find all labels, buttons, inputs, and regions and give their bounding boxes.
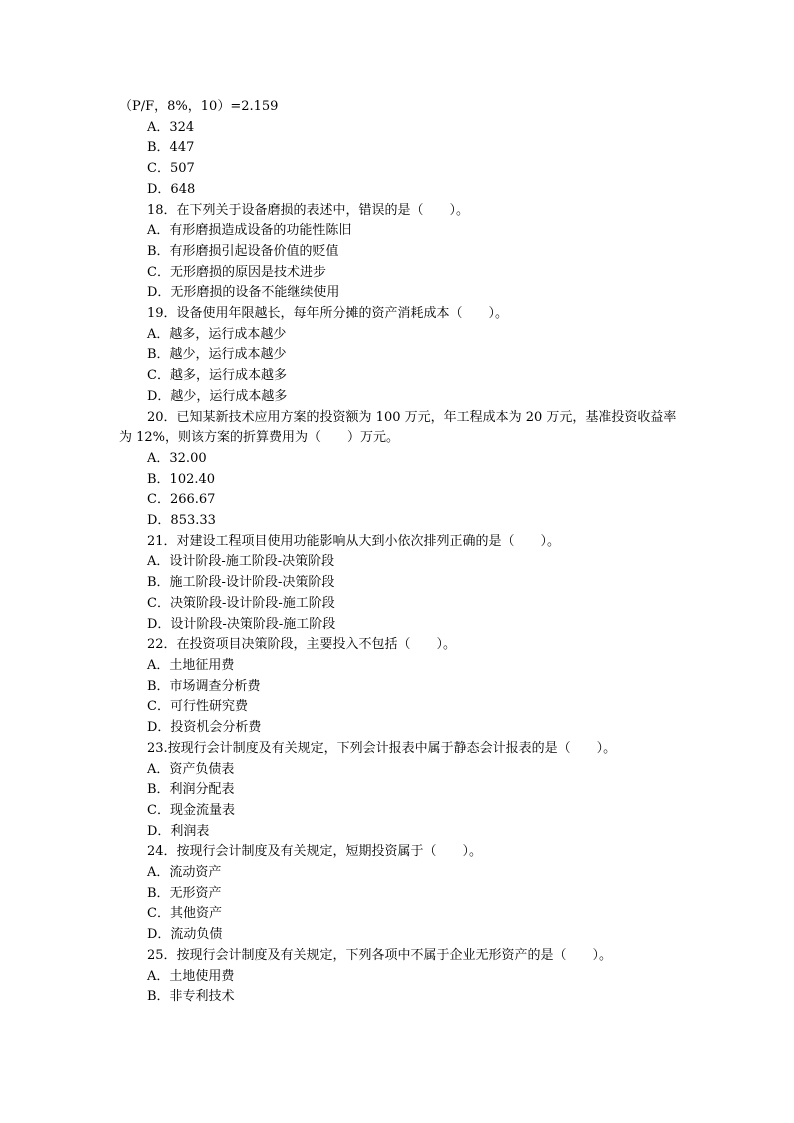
answer-option: C．决策阶段-设计阶段-施工阶段 [147, 595, 335, 611]
document-body [119, 97, 679, 1008]
answer-option: B．利润分配表 [147, 782, 235, 798]
answer-option: C．可行性研究费 [147, 699, 248, 715]
answer-option: C．无形磨损的原因是技术进步 [147, 264, 326, 280]
answer-option: D．投资机会分析费 [147, 720, 262, 736]
answer-option: A．资产负债表 [147, 761, 235, 777]
answer-option: A．有形磨损造成设备的功能性陈旧 [147, 223, 352, 239]
answer-option: A．32.00 [147, 450, 207, 466]
question-text: 21．对建设工程项目使用功能影响从大到小依次排列正确的是（ ）。 [147, 533, 561, 549]
answer-option: B．有形磨损引起设备价值的贬值 [147, 243, 339, 259]
answer-option: D．利润表 [147, 823, 210, 839]
answer-option: C．507 [147, 161, 195, 177]
answer-option: C．其他资产 [147, 906, 222, 922]
answer-option: A．土地征用费 [147, 657, 235, 673]
answer-option: D．越少，运行成本越多 [147, 388, 288, 404]
answer-option: B．102.40 [147, 471, 216, 487]
answer-option: B．非专利技术 [147, 989, 235, 1005]
answer-option: B．越少，运行成本越少 [147, 347, 287, 363]
question-text: 18．在下列关于设备磨损的表述中，错误的是（ ）。 [147, 202, 470, 218]
answer-option: A．越多，运行成本越少 [147, 326, 287, 342]
answer-option: D．流动负债 [147, 927, 223, 943]
answer-option: B．市场调查分析费 [147, 678, 261, 694]
answer-option: C．越多，运行成本越多 [147, 368, 287, 384]
answer-option: D．设计阶段-决策阶段-施工阶段 [147, 616, 336, 632]
answer-option: B．447 [147, 140, 195, 156]
answer-option: A．324 [147, 119, 195, 135]
answer-option: D．648 [147, 181, 196, 197]
answer-option: B．施工阶段-设计阶段-决策阶段 [147, 575, 335, 591]
answer-option: C．现金流量表 [147, 802, 235, 818]
question-text: 19．设备使用年限越长，每年所分摊的资产消耗成本（ ）。 [147, 306, 509, 322]
answer-option: B．无形资产 [147, 885, 222, 901]
question-text: 23.按现行会计制度及有关规定，下列会计报表中属于静态会计报表的是（ ）。 [147, 740, 617, 756]
question-text: 24．按现行会计制度及有关规定，短期投资属于（ ）。 [147, 844, 483, 860]
answer-option: A．设计阶段-施工阶段-决策阶段 [147, 554, 335, 570]
answer-option: D．853.33 [147, 513, 216, 529]
answer-option: A．流动资产 [147, 865, 222, 881]
answer-option: C．266.67 [147, 492, 216, 508]
question-text: 20．已知某新技术应用方案的投资额为 100 万元，年工程成本为 20 万元，基准投资收益率为 12%，则该方案的折算费用为（ ）万元。 [119, 409, 677, 446]
answer-option: D．无形磨损的设备不能继续使用 [147, 285, 340, 301]
question-text: 22．在投资项目决策阶段，主要投入不包括（ ）。 [147, 637, 457, 653]
question-text: 25．按现行会计制度及有关规定，下列各项中不属于企业无形资产的是（ ）。 [147, 947, 613, 963]
continued-text-line: （P/F，8%，10）=2.159 [119, 99, 279, 114]
answer-option: A．土地使用费 [147, 968, 235, 984]
